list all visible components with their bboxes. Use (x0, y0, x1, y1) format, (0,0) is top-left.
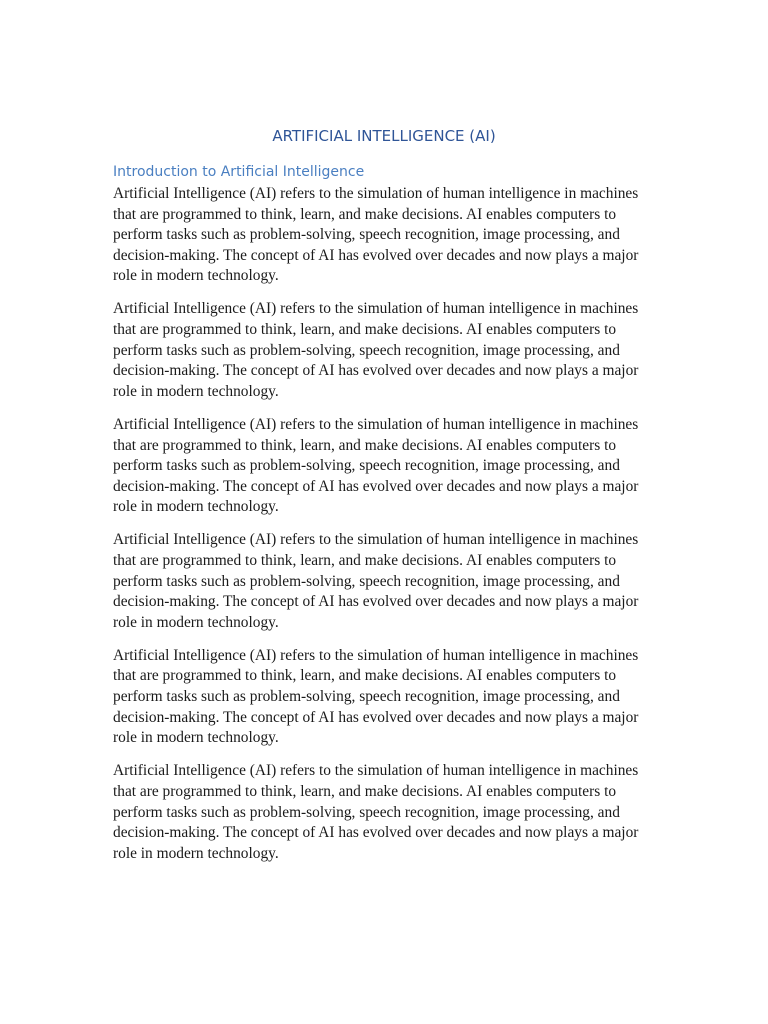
section-heading: Introduction to Artificial Intelligence (113, 164, 365, 180)
document-body (113, 184, 658, 877)
body-paragraph: Artificial Intelligence (AI) refers to the simulation of human intelligence in machines that are programmed to think, learn, and make decisions. AI enables computers to perform tasks such as problem-solving, speech recognition, image processing, and decision-making. The concept of AI has evolved over decades and now plays a major role in modern technology. (113, 415, 639, 516)
body-paragraph: Artificial Intelligence (AI) refers to the simulation of human intelligence in machines that are programmed to think, learn, and make decisions. AI enables computers to perform tasks such as problem-solving, speech recognition, image processing, and decision-making. The concept of AI has evolved over decades and now plays a major role in modern technology. (113, 185, 639, 285)
body-paragraph: Artificial Intelligence (AI) refers to the simulation of human intelligence in machines that are programmed to think, learn, and make decisions. AI enables computers to perform tasks such as problem-solving, speech recognition, image processing, and decision-making. The concept of AI has evolved over decades and now plays a major role in modern technology. (113, 300, 639, 400)
body-paragraph: Artificial Intelligence (AI) refers to the simulation of human intelligence in machines that are programmed to think, learn, and make decisions. AI enables computers to perform tasks such as problem-solving, speech recognition, image processing, and decision-making. The concept of AI has evolved over decades and now plays a major role in modern technology. (113, 646, 639, 747)
document-title: ARTIFICIAL INTELLIGENCE (AI) (272, 127, 496, 145)
body-paragraph: Artificial Intelligence (AI) refers to the simulation of human intelligence in machines that are programmed to think, learn, and make decisions. AI enables computers to perform tasks such as problem-solving, speech recognition, image processing, and decision-making. The concept of AI has evolved over decades and now plays a major role in modern technology. (113, 762, 639, 862)
body-paragraph: Artificial Intelligence (AI) refers to the simulation of human intelligence in machines that are programmed to think, learn, and make decisions. AI enables computers to perform tasks such as problem-solving, speech recognition, image processing, and decision-making. The concept of AI has evolved over decades and now plays a major role in modern technology. (113, 531, 639, 631)
